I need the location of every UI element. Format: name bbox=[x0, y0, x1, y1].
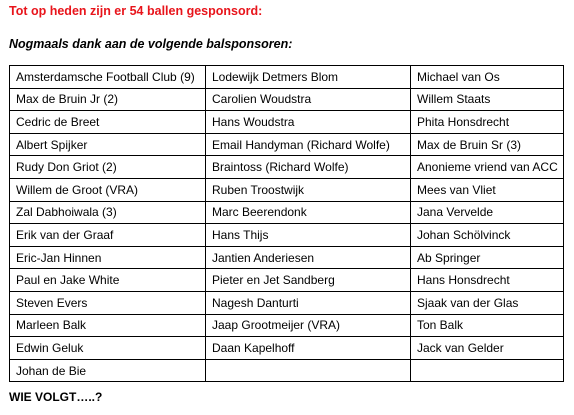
sponsor-cell: Ruben Troostwijk bbox=[206, 178, 411, 201]
sponsor-cell: Steven Evers bbox=[10, 291, 206, 314]
sponsor-cell: Hans Thijs bbox=[206, 224, 411, 247]
sponsor-cell: Eric-Jan Hinnen bbox=[10, 246, 206, 269]
sponsor-cell: Michael van Os bbox=[411, 66, 564, 89]
sponsor-cell: Phita Honsdrecht bbox=[411, 111, 564, 134]
headline: Tot op heden zijn er 54 ballen gesponsord: bbox=[9, 4, 263, 18]
sponsor-cell: Johan de Bie bbox=[10, 359, 206, 382]
sponsor-cell: Jack van Gelder bbox=[411, 337, 564, 360]
table-row bbox=[10, 224, 564, 247]
sponsor-cell: Willem Staats bbox=[411, 88, 564, 111]
sponsor-cell: Anonieme vriend van ACC bbox=[411, 156, 564, 179]
sponsor-cell bbox=[411, 359, 564, 382]
sponsor-cell: Amsterdamsche Football Club (9) bbox=[10, 66, 206, 89]
table-row bbox=[10, 269, 564, 292]
table-row bbox=[10, 66, 564, 89]
sponsor-cell: Jaap Grootmeijer (VRA) bbox=[206, 314, 411, 337]
table-row bbox=[10, 314, 564, 337]
sponsor-cell: Max de Bruin Jr (2) bbox=[10, 88, 206, 111]
sponsor-cell: Willem de Groot (VRA) bbox=[10, 178, 206, 201]
sponsor-cell: Lodewijk Detmers Blom bbox=[206, 66, 411, 89]
sponsor-cell: Mees van Vliet bbox=[411, 178, 564, 201]
table-row bbox=[10, 111, 564, 134]
subheading: Nogmaals dank aan de volgende balsponsoren: bbox=[9, 37, 293, 51]
table-row bbox=[10, 133, 564, 156]
sponsor-cell: Paul en Jake White bbox=[10, 269, 206, 292]
sponsor-cell: Email Handyman (Richard Wolfe) bbox=[206, 133, 411, 156]
sponsor-cell: Daan Kapelhoff bbox=[206, 337, 411, 360]
table-row bbox=[10, 291, 564, 314]
table-row bbox=[10, 178, 564, 201]
sponsor-cell: Ton Balk bbox=[411, 314, 564, 337]
sponsor-cell: Rudy Don Griot (2) bbox=[10, 156, 206, 179]
sponsor-cell: Sjaak van der Glas bbox=[411, 291, 564, 314]
table-row bbox=[10, 359, 564, 382]
sponsor-cell: Ab Springer bbox=[411, 246, 564, 269]
sponsor-table bbox=[9, 65, 564, 382]
sponsor-cell bbox=[206, 359, 411, 382]
table-row bbox=[10, 337, 564, 360]
sponsor-cell: Pieter en Jet Sandberg bbox=[206, 269, 411, 292]
sponsor-cell: Edwin Geluk bbox=[10, 337, 206, 360]
sponsor-cell: Albert Spijker bbox=[10, 133, 206, 156]
sponsor-cell: Hans Honsdrecht bbox=[411, 269, 564, 292]
footer-question: WIE VOLGT…..? bbox=[9, 390, 103, 404]
sponsor-cell: Hans Woudstra bbox=[206, 111, 411, 134]
table-row bbox=[10, 246, 564, 269]
table-row bbox=[10, 88, 564, 111]
sponsor-cell: Zal Dabhoiwala (3) bbox=[10, 201, 206, 224]
sponsor-cell: Marleen Balk bbox=[10, 314, 206, 337]
sponsor-table-body bbox=[10, 66, 564, 382]
sponsor-cell: Jana Vervelde bbox=[411, 201, 564, 224]
sponsor-cell: Jantien Anderiesen bbox=[206, 246, 411, 269]
sponsor-cell: Nagesh Danturti bbox=[206, 291, 411, 314]
sponsor-cell: Carolien Woudstra bbox=[206, 88, 411, 111]
sponsor-cell: Johan Schölvinck bbox=[411, 224, 564, 247]
sponsor-cell: Cedric de Breet bbox=[10, 111, 206, 134]
sponsor-cell: Max de Bruin Sr (3) bbox=[411, 133, 564, 156]
sponsor-cell: Marc Beerendonk bbox=[206, 201, 411, 224]
table-row bbox=[10, 156, 564, 179]
table-row bbox=[10, 201, 564, 224]
sponsor-cell: Braintoss (Richard Wolfe) bbox=[206, 156, 411, 179]
sponsor-cell: Erik van der Graaf bbox=[10, 224, 206, 247]
